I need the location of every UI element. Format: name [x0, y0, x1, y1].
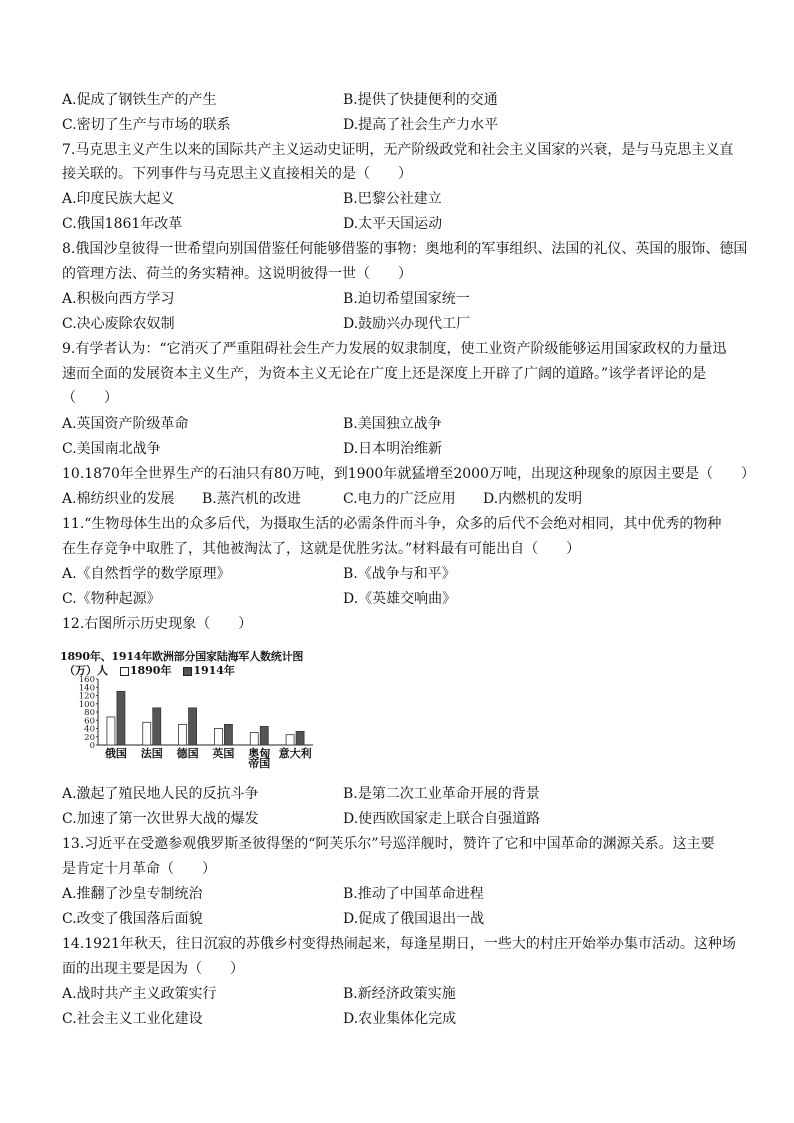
q14-option-d[interactable]: D.农业集体化完成 — [343, 1011, 457, 1027]
chart-bar-1914 — [260, 726, 268, 745]
q14-option-c[interactable]: C.社会主义工业化建设 — [62, 1011, 203, 1027]
q11-stem-line1: 11.“生物母体生出的众多后代，为摄取生活的必需条件而斗争，众多的后代不会绝对相同，其中优秀的物种 — [62, 516, 722, 532]
legend-label-1890: 1890年 — [129, 664, 172, 677]
q10-option-c[interactable]: C.电力的广泛应用 — [343, 491, 456, 507]
q7-option-b[interactable]: B.巴黎公社建立 — [343, 191, 442, 207]
chart-bar-1914 — [296, 731, 304, 745]
q9-option-b[interactable]: B.美国独立战争 — [343, 416, 442, 432]
q13-stem-line2: 是肯定十月革命（ ） — [62, 861, 216, 877]
q9-option-a[interactable]: A.英国资产阶级革命 — [62, 416, 189, 432]
q13-option-b[interactable]: B.推动了中国革命进程 — [343, 886, 484, 902]
chart-y-tick-label: 60 — [84, 716, 95, 727]
q12-option-a[interactable]: A.激起了殖民地人民的反抗斗争 — [62, 786, 259, 802]
q7-option-c[interactable]: C.俄国1861年改革 — [62, 216, 183, 232]
q8-stem-line2: 的管理方法、荷兰的务实精神。这说明彼得一世（ ） — [62, 266, 412, 282]
q7-stem-line2: 接关联的。下列事件与马克思主义直接相关的是（ ） — [62, 166, 412, 182]
q14-stem-line2: 面的出现主要是因为（ ） — [62, 961, 244, 977]
q9-stem-line2: 速而全面的发展资本主义生产，为资本主义无论在广度上还是深度上开辟了广阔的道路。”该学者评论的是 — [62, 366, 707, 382]
chart-bar-1890 — [107, 717, 115, 745]
chart-x-category-label: 法国 — [140, 747, 163, 760]
q8-option-b[interactable]: B.迫切希望国家统一 — [343, 291, 470, 307]
q11-option-b[interactable]: B.《战争与和平》 — [343, 566, 456, 582]
q6-option-c[interactable]: C.密切了生产与市场的联系 — [62, 117, 231, 133]
q8-option-a[interactable]: A.积极向西方学习 — [62, 291, 175, 307]
q9-stem-line3: （ ） — [62, 390, 118, 406]
chart-x-category-label: 俄国 — [104, 747, 127, 760]
q14-option-b[interactable]: B.新经济政策实施 — [343, 986, 456, 1002]
q10-option-d[interactable]: D.内燃机的发明 — [483, 491, 583, 507]
chart-bar-1890 — [143, 722, 151, 745]
chart-bar-1914 — [224, 724, 232, 745]
q13-option-a[interactable]: A.推翻了沙皇专制统治 — [62, 886, 203, 902]
q7-option-a[interactable]: A.印度民族大起义 — [62, 191, 175, 207]
q9-stem-line1: 9.有学者认为：“它消灭了严重阻碍社会生产力发展的奴隶制度，使工业资产阶级能够运用国家政权的力量迅 — [62, 341, 727, 357]
q11-option-d[interactable]: D.《英雄交响曲》 — [343, 591, 457, 607]
q12-option-b[interactable]: B.是第二次工业革命开展的背景 — [343, 786, 540, 802]
chart-bar-1890 — [250, 733, 258, 745]
q9-option-d[interactable]: D.日本明治维新 — [343, 441, 443, 457]
q11-stem-line2: 在生存竞争中取胜了，其他被淘汰了，这就是优胜劣汰。”材料最有可能出自（ ） — [62, 541, 581, 557]
chart-y-tick-label: 80 — [84, 708, 95, 718]
chart-x-category-label: 帝国 — [248, 757, 271, 770]
chart-bar-1914 — [153, 708, 161, 745]
q11-option-a[interactable]: A.《自然哲学的数学原理》 — [62, 566, 231, 582]
chart-bar-1914 — [189, 708, 197, 745]
chart-x-category-label: 德国 — [176, 747, 199, 760]
q10-option-b[interactable]: B.蒸汽机的改进 — [202, 491, 301, 507]
q10-option-a[interactable]: A.棉纺织业的发展 — [62, 491, 175, 507]
chart-x-category-label: 英国 — [212, 747, 235, 760]
q6-option-d[interactable]: D.提高了社会生产力水平 — [343, 117, 499, 133]
q14-option-a[interactable]: A.战时共产主义政策实行 — [62, 986, 217, 1002]
q12-option-d[interactable]: D.使西欧国家走上联合自强道路 — [343, 811, 541, 827]
military-bar-chart — [60, 648, 325, 770]
legend-label-1914: 1914年 — [193, 664, 235, 677]
q12-option-c[interactable]: C.加速了第一次世界大战的爆发 — [62, 811, 259, 827]
chart-plot — [60, 648, 325, 770]
chart-y-tick-label: 0 — [89, 741, 95, 751]
chart-bar-1890 — [286, 735, 294, 745]
q6-option-b[interactable]: B.提供了快捷便利的交通 — [343, 92, 498, 108]
chart-title: 1890年、1914年欧洲部分国家陆海军人数统计图 — [60, 650, 304, 663]
chart-y-tick-label: 20 — [84, 732, 95, 743]
q14-stem-line1: 14.1921年秋天，往日沉寂的苏俄乡村变得热闹起来，每逢星期日，一些大的村庄开始举办集市活动。这种场 — [62, 936, 736, 952]
q12-stem-line1: 12.右图所示历史现象（ ） — [62, 616, 253, 632]
chart-y-tick-label: 160 — [78, 675, 95, 685]
chart-y-tick-label: 120 — [78, 691, 95, 702]
q13-option-d[interactable]: D.促成了俄国退出一战 — [343, 911, 485, 927]
chart-x-category-label: 奥匈 — [248, 747, 271, 760]
q13-stem-line1: 13.习近平在受邀参观俄罗斯圣彼得堡的“阿芙乐尔”号巡洋舰时，赞许了它和中国革命的渊源关系。这主要 — [62, 836, 715, 852]
chart-y-unit-label: （万）人 — [64, 664, 108, 677]
chart-y-tick-label: 100 — [78, 699, 95, 710]
q7-stem-line1: 7.马克思主义产生以来的国际共产主义运动史证明，无产阶级政党和社会主义国家的兴衰，是与马克思主义直 — [62, 142, 734, 158]
q8-option-c[interactable]: C.决心废除农奴制 — [62, 316, 175, 332]
q11-option-c[interactable]: C.《物种起源》 — [62, 591, 161, 607]
q10-stem-line1: 10.1870年全世界生产的石油只有80万吨，到1900年就猛增至2000万吨，出现这种现象的原因主要是（ ） — [62, 466, 755, 482]
q9-option-c[interactable]: C.美国南北战争 — [62, 441, 161, 457]
q8-stem-line1: 8.俄国沙皇彼得一世希望向别国借鉴任何能够借鉴的事物：奥地利的军事组织、法国的礼仪、英国的服饰、德国 — [62, 241, 748, 257]
chart-bar-1890 — [214, 729, 222, 746]
q8-option-d[interactable]: D.鼓励兴办现代工厂 — [343, 316, 471, 332]
q7-option-d[interactable]: D.太平天国运动 — [343, 216, 443, 232]
chart-y-tick-label: 140 — [78, 683, 95, 694]
chart-bar-1914 — [117, 691, 125, 745]
chart-y-tick-label: 40 — [84, 724, 95, 735]
chart-bar-1890 — [179, 724, 187, 745]
q13-option-c[interactable]: C.改变了俄国落后面貌 — [62, 911, 203, 927]
chart-x-category-label: 意大利 — [278, 747, 312, 760]
q6-option-a[interactable]: A.促成了钢铁生产的产生 — [62, 92, 217, 108]
